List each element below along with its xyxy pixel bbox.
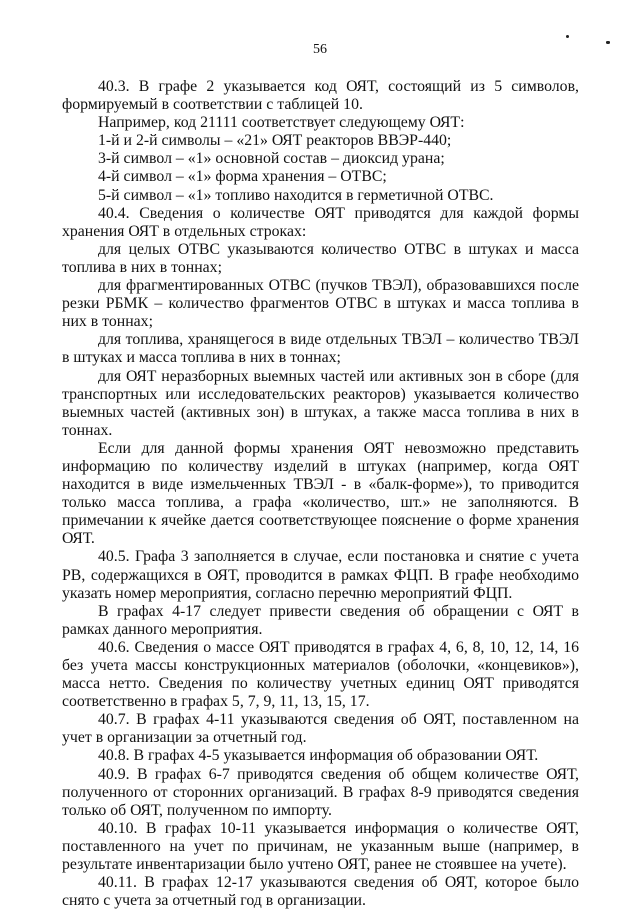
paragraph-columns-4-17: В графах 4-17 следует привести сведения об обращении с ОЯТ в рамках данного мероприятия. xyxy=(62,602,579,638)
page-number: 56 xyxy=(313,42,327,57)
paragraph-symbol-3: 3-й символ – «1» основной состав – диоксид урана; xyxy=(98,150,445,168)
paragraph-removable-parts: для ОЯТ неразборных выемных частей или активных зон в сборе (для транспортных или исследовательских реакторов) указывается количество выемных частей (активных зон) в штуках, а также масса топлива в них в тоннах. xyxy=(62,367,579,439)
paragraph-40-9: 40.9. В графах 6-7 приводятся сведения об общем количестве ОЯТ, полученного от сторонних организаций. В графах 8-9 приводятся сведения только об ОЯТ, полученном по импорту. xyxy=(62,765,579,819)
paragraph-symbol-4: 4-й символ – «1» форма хранения – ОТВС; xyxy=(98,168,387,186)
paragraph-40-6: 40.6. Сведения о массе ОЯТ приводятся в графах 4, 6, 8, 10, 12, 14, 16 без учета массы конструкционных материалов (оболочки, «концевиков»), масса нетто. Сведения по количеству учетных единиц ОЯТ приводятся соответственно в графах 5, 7, 9, 11, 13, 15, 17. xyxy=(62,638,579,711)
paragraph-40-7: 40.7. В графах 4-11 указываются сведения об ОЯТ, поставленном на учет в организации за отчетный год. xyxy=(62,711,579,747)
paragraph-whole-assemblies: для целых ОТВС указываются количество ОТВС в штуках и масса топлива в них в тоннах; xyxy=(62,240,579,276)
scan-speck xyxy=(606,41,610,44)
paragraph-example-intro: Например, код 21111 соответствует следующему ОЯТ: xyxy=(98,114,465,132)
paragraph-symbols-1-2: 1-й и 2-й символы – «21» ОЯТ реакторов ВВЭР-440; xyxy=(98,132,452,150)
paragraph-40-4: 40.4. Сведения о количестве ОЯТ приводятся для каждой формы хранения ОЯТ в отдельных строках: xyxy=(62,204,579,240)
scan-speck xyxy=(566,35,569,38)
paragraph-separate-rods: для топлива, хранящегося в виде отдельных ТВЭЛ – количество ТВЭЛ в штуках и масса топлива в них в тоннах; xyxy=(62,331,579,367)
document-body xyxy=(62,78,579,910)
paragraph-symbol-5: 5-й символ – «1» топливо находится в герметичной ОТВС. xyxy=(98,186,494,204)
paragraph-40-8: 40.8. В графах 4-5 указывается информация об образовании ОЯТ. xyxy=(98,747,539,765)
paragraph-40-5: 40.5. Графа 3 заполняется в случае, если постановка и снятие с учета РВ, содержащихся в ОЯТ, проводится в рамках ФЦП. В графе необходимо указать номер мероприятия, согласно перечню мероприятий ФЦП. xyxy=(62,548,579,602)
paragraph-40-11: 40.11. В графах 12-17 указываются сведения об ОЯТ, которое было снято с учета за отчетный год в организации. xyxy=(62,874,579,910)
paragraph-fragmented-assemblies: для фрагментированных ОТВС (пучков ТВЭЛ), образовавшихся после резки РБМК – количество фрагментов ОТВС в штуках и масса топлива в них в тоннах; xyxy=(62,277,579,331)
paragraph-40-10: 40.10. В графах 10-11 указывается информация о количестве ОЯТ, поставленного на учет по причинам, не указанным выше (например, в результате инвентаризации было учтено ОЯТ, ранее не стоявшее на учете). xyxy=(62,819,579,874)
paragraph-40-3: 40.3. В графе 2 указывается код ОЯТ, состоящий из 5 символов, формируемый в соответствии с таблицей 10. xyxy=(62,78,579,114)
paragraph-bulk-form: Если для данной формы хранения ОЯТ невозможно представить информацию по количеству изделий в штуках (например, когда ОЯТ находится в виде измельченных ТВЭЛ - в «балк-форме»), то приводится только масса топлива, а графа «количество, шт.» не заполняются. В примечании к ячейке дается соответствующее пояснение о форме хранения ОЯТ. xyxy=(62,439,579,548)
